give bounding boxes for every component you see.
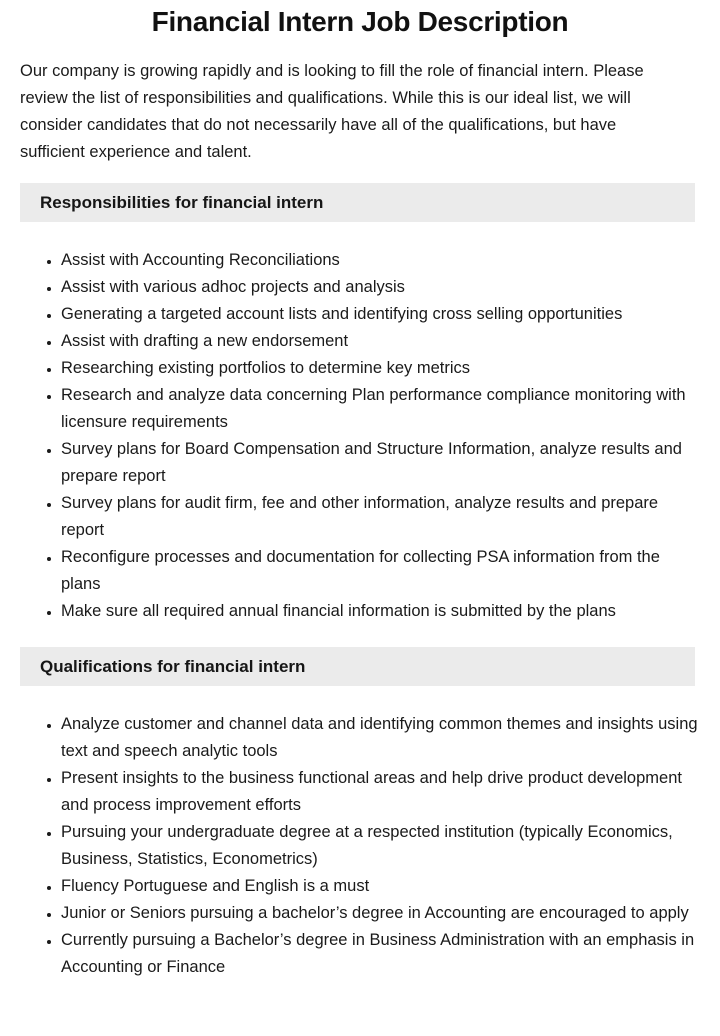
list-item: • Assist with drafting a new endorsement bbox=[61, 328, 700, 355]
qualifications-heading: Qualifications for financial intern bbox=[20, 647, 695, 686]
list-item: • Assist with various adhoc projects and analysis bbox=[61, 274, 700, 301]
qualifications-section bbox=[20, 647, 700, 981]
list-item: • Currently pursuing a Bachelor’s degree in Business Administration with an emphasis in Accounting or Finance bbox=[61, 927, 700, 981]
responsibilities-section bbox=[20, 183, 700, 625]
qualifications-list bbox=[20, 711, 700, 981]
list-item: • Pursuing your undergraduate degree at a respected institution (typically Economics, Business, Statistics, Econometrics) bbox=[61, 819, 700, 873]
list-item: • Present insights to the business functional areas and help drive product development and process improvement efforts bbox=[61, 765, 700, 819]
list-item: • Researching existing portfolios to determine key metrics bbox=[61, 355, 700, 382]
list-item: • Make sure all required annual financial information is submitted by the plans bbox=[61, 598, 700, 625]
page-title: Financial Intern Job Description bbox=[151, 6, 569, 37]
responsibilities-list bbox=[20, 247, 700, 625]
list-item: • Research and analyze data concerning Plan performance compliance monitoring with licensure requirements bbox=[61, 382, 700, 436]
list-item: • Assist with Accounting Reconciliations bbox=[61, 247, 700, 274]
list-item: • Reconfigure processes and documentation for collecting PSA information from the plans bbox=[61, 544, 700, 598]
list-item: • Generating a targeted account lists and identifying cross selling opportunities bbox=[61, 301, 700, 328]
list-item: • Survey plans for audit firm, fee and other information, analyze results and prepare report bbox=[61, 490, 700, 544]
list-item: • Fluency Portuguese and English is a must bbox=[61, 873, 700, 900]
list-item: • Survey plans for Board Compensation and Structure Information, analyze results and prepare report bbox=[61, 436, 700, 490]
job-description-document bbox=[0, 6, 720, 981]
intro-paragraph: Our company is growing rapidly and is looking to fill the role of financial intern. Please review the list of responsibilities and qualifications. While this is our ideal list, we will consider candidates that do not necessarily have all of the qualifications, but have sufficient experience and talent. bbox=[20, 62, 644, 161]
list-item: • Junior or Seniors pursuing a bachelor’s degree in Accounting are encouraged to apply bbox=[61, 900, 700, 927]
list-item: • Analyze customer and channel data and identifying common themes and insights using text and speech analytic tools bbox=[61, 711, 700, 765]
responsibilities-heading: Responsibilities for financial intern bbox=[20, 183, 695, 222]
